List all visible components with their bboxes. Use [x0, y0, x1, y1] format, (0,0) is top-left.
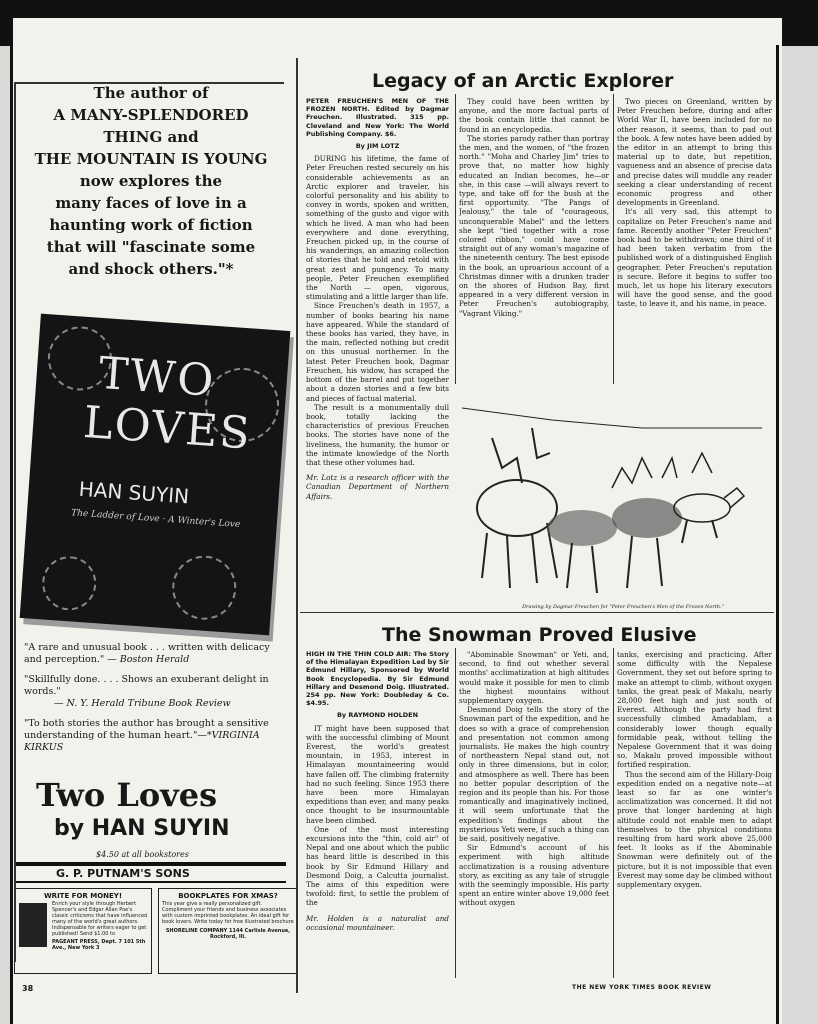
reindeer-illustration	[462, 398, 762, 598]
column-divider	[296, 58, 298, 993]
arctic-byline: By JIM LOTZ	[355, 142, 400, 151]
column-rule	[455, 94, 456, 384]
book-title-line1: TWO	[97, 347, 218, 407]
author-note: Mr. Holden is a naturalist and occasional mountaineer.	[306, 913, 449, 932]
review-quote: "A rare and unusual book . . . written with delicacy and perception." — Boston Herald	[24, 642, 270, 665]
ad-border-top	[14, 82, 284, 84]
small-ad-title: WRITE FOR MONEY!	[43, 892, 123, 900]
arctic-column-2	[459, 97, 609, 387]
article-title-snowman: The Snowman Proved Elusive	[382, 624, 697, 646]
paragraph: Two pieces on Greenland, written by Peter Freuchen before, during and after World War II, have been included for no other reason, it seems, than to pad out the book. A few notes have been added by the editor in an attempt to bring this material up to date, but repetition, vagueness and an absence of precise data and precise dates will muddle any reader seeking a clear understanding of recent economic progress and other developments in Greenland.	[617, 97, 772, 208]
paragraph: tanks, exercising and practicing. After some difficulty with the Nepalese Government, they set out before spring to make an attempt to climb, without oxygen tanks, the great peak of Makalu, nearly 28,000 feet high and just south of Everest. Although the party had first successfully climbed Amadablam, a considerably lower though equally formidable peak, without telling the Nepalese Government that it was doing so, Makalu proved impossible without fortified respiration.	[617, 650, 772, 770]
paragraph: DURING his lifetime, the fame of Peter Freuchen rested securely on his considerable achievements as an Arctic explorer and traveler, his colorful personality and his ability to convey in words, spoken and written, something of the gusto and vigor with which he lived. A man who had been everywhere and done everything, Freuchen picked up, in the course of his wanderings, an amazing collection of stories that he told and retold with great zest and pungency. To many people, Peter Freuchen exemplified the North — open, vigorous, stimulating and a little larger than life.	[306, 154, 449, 302]
write-for-money-ad	[14, 888, 152, 974]
snowman-column-1	[306, 650, 449, 980]
book-cover-image	[20, 314, 291, 636]
ad-headline-line: THE MOUNTAIN IS YOUNG	[34, 150, 268, 168]
book-stack-icon	[19, 903, 47, 947]
book-author: HAN SUYIN	[77, 476, 190, 509]
paragraph: Thus the second aim of the Hillary-Doig expedition ended on a negative note—at least so far as one winter's acclimatization was concerned. It did not prove that longer hardening at high altitude could not enable men to adapt themselves to the physical conditions resulting from hard work above 25,000 feet. It looks as if the Abominable Snowman were definitely out of the picture, but it is not impossible that even Everest may some day be climbed without supplementary oxygen.	[617, 769, 772, 890]
page-number: 38	[22, 984, 34, 993]
small-ad-body: Enrich your style through Herbert Spencer's and Edgar Allan Poe's classic criticisms that have influenced many of the world's great authors. Indispensable for writers eager to get published! Send $1.00 to	[52, 901, 148, 937]
review-quotes	[24, 642, 286, 762]
ad-price: $4.50 at all bookstores	[96, 850, 189, 859]
book-subtitle: The Ladder of Love · A Winter's Love	[70, 508, 241, 531]
small-ad-title: BOOKPLATES FOR XMAS?	[178, 892, 278, 900]
article-divider	[300, 612, 774, 613]
small-ad-contact: PAGEANT PRESS, Dept. 7 101 5th Ave., New York 3	[52, 939, 146, 951]
ad-headline-line: and shock others."*	[68, 260, 234, 278]
snowman-byline: By RAYMOND HOLDEN	[336, 711, 419, 720]
snowman-bibliography: HIGH IN THE THIN COLD AIR: The Story of the Himalayan Expedition Led by Sir Edmund Hillary, Sponsored by World Book Encyclopedia. By Sir Edmund Hillary and Desmond Doig. Illustrated. 254 pp. New York: Doubleday & Co. $4.95.	[306, 650, 449, 708]
right-border	[776, 45, 779, 1024]
author-note: Mr. Lotz is a research officer with the Canadian Department of Northern Affairs.	[306, 473, 449, 501]
ad-headline-line: that will "fascinate some	[46, 238, 256, 256]
column-rule	[613, 94, 614, 384]
paragraph: Since Freuchen's death in 1957, a number of books bearing his name have appeared. While the standard of these books has varied, they have, in the main, reflected nothing but credit on this unusual northerner. In the latest Peter Freuchen book, Dagmar Freuchen, his widow, has scraped the bottom of the barrel and put together about a dozen stories and a few bits and pieces of factual material.	[306, 301, 449, 403]
arctic-column-1	[306, 97, 449, 609]
ad-book-author: by HAN SUYIN	[54, 816, 230, 841]
paragraph: "Abominable Snowman" or Yeti, and, second, to find out whether several months' acclimatization at high altitudes would make it possible for men to climb the highest mountains without supplementary oxygen.	[459, 650, 609, 706]
column-rule	[455, 648, 456, 978]
ad-headline-line: haunting work of fiction	[49, 216, 253, 234]
small-ad-contact: SHORELINE COMPANY 1144 Carlisle Avenue, Rockford, Ill.	[165, 928, 291, 940]
arctic-bibliography: PETER FREUCHEN'S MEN OF THE FROZEN NORTH. Edited by Dagmar Freuchen. Illustrated. 315 pp. Cleveland and New York: The World Publishing Company. $6.	[306, 97, 449, 138]
ad-border-left	[14, 82, 16, 962]
paragraph: The result is a monumentally dull book, totally lacking the characteristics of previous Freuchen books. The stories have none of the liveliness, the humanity, the humor or the intimate knowledge of the North that these other volumes had.	[306, 402, 449, 467]
ad-publisher: G. P. PUTNAM'S SONS	[16, 862, 286, 883]
arctic-column-3	[617, 97, 772, 387]
paragraph: Desmond Doig tells the story of the Snowman part of the expedition, and he does so with a grace of comprehension and presentation not common among journalists. He makes the high country of northeastern Nepal stand out, not only in three dimensions, but in color, and atmosphere as well. There has been no better popular description of the region and its people than his. For those romantically and imaginatively inclined, it will seem unfortunate that the expedition's findings about the mysterious Yeti were, if such a thing can be said, positively negative.	[459, 705, 609, 844]
bookplates-ad	[158, 888, 298, 974]
ad-headline-line: many faces of love in a	[55, 194, 247, 212]
snowman-column-2	[459, 650, 609, 980]
book-decoration	[40, 554, 98, 612]
snowman-column-3	[617, 650, 772, 980]
ad-headline-line: now explores the	[79, 172, 223, 190]
paragraph: It's all very sad, this attempt to capitalize on Peter Freuchen's name and fame. Recently another "Peter Freuchen" book had to be withdrawn; one third of it had been taken verbatim from the published work of a distinguished English geographer. Peter Freuchen's reputation is secure. Before it begins to suffer too much, let us hope his literary executors will have the good sense, and the good taste, to leave it, and his name, in peace.	[617, 207, 772, 309]
ad-book-title: Two Loves	[36, 776, 218, 814]
book-decoration	[170, 554, 238, 622]
ad-headline-line: The author of	[93, 84, 209, 102]
paragraph: The stories parody rather than portray the men, and the women, of "the frozen north." "Moha and Charley Jim" tries to prove that, no matter how highly educated an Indian becomes, he—or she, in this case —will always revert to type, and take off for the bush at the first opportunity. "The Pangs of Jealousy," the tale of "courageous, unconquerable Mabel" and the letters she kept "tied together with a rose colored ribbon," could have come straight out of any woman's magazine of the nineteenth century. The best episode in the book, an uproarious account of a Christmas dinner with a drunken trader on the shores of Hudson Bay, first appeared in a very different version in Peter Freuchen's autobiography, "Vagrant Viking."	[459, 133, 609, 318]
review-quote: "Skillfully done. . . . Shows an exuberant delight in words." — N. Y. Herald Tribune Book Review	[24, 674, 269, 709]
book-title-line2: LOVES	[81, 396, 254, 460]
ad-headline	[16, 82, 286, 280]
article-title-arctic: Legacy of an Arctic Explorer	[372, 70, 674, 92]
ad-headline-line: A MANY-SPLENDORED	[53, 106, 249, 124]
page-footer: THE NEW YORK TIMES BOOK REVIEW	[572, 984, 712, 991]
paragraph: IT might have been supposed that with the successful climbing of Mount Everest, the world's greatest mountain, in 1953, interest in Himalayan mountaineering would have fallen off. The climbing fraternity had no such feeling. Since 1953 there have been more Himalayan expeditions than ever, and many peaks once thought to be insurmountable have been climbed.	[306, 723, 449, 825]
review-quote: "To both stories the author has brought a sensitive understanding of the human heart."—*VIRGINIA KIRKUS	[24, 718, 269, 753]
ad-headline-line: THING and	[103, 128, 199, 146]
illustration-caption: Drawing by Dagmar Freuchen for "Peter Freuchen's Men of the Frozen North."	[522, 604, 724, 610]
paragraph: Sir Edmund's account of his experiment with high altitude acclimatization is a rousing adventure story, as exciting as any tale of struggle with the seemingly impossible. His party spent an entire winter above 19,000 feet without oxygen	[459, 843, 609, 908]
column-rule	[613, 648, 614, 978]
two-loves-advertisement	[16, 82, 286, 956]
paragraph: They could have been written by anyone, and the more factual parts of the book contain little that cannot be found in an encyclopedia.	[459, 97, 609, 134]
paragraph: One of the most interesting excursions into the "thin, cold air" of Nepal and one about which the public has heard little is described in this book by Sir Edmund Hillary and Desmond Doig, a Calcutta journalist. The aims of this expedition were twofold: first, to settle the problem of the	[306, 824, 449, 908]
small-ad-body: This year give a really personalized gift. Compliment your friends and business associates with custom imprinted bookplates. An ideal gift for book lovers. Write today for free illustrated brochure	[162, 901, 294, 925]
